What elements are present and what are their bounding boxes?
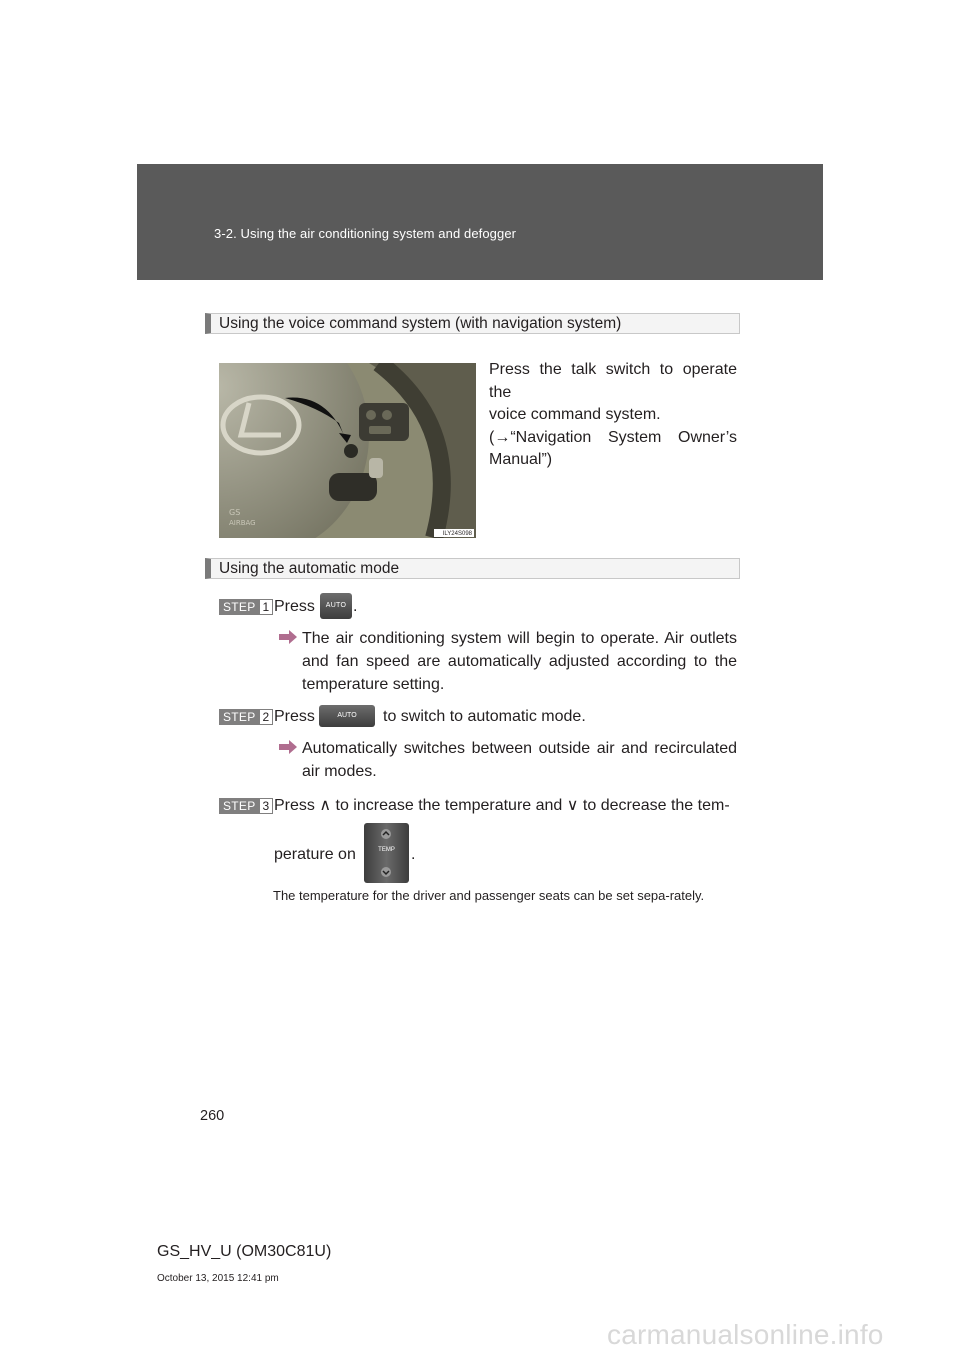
step-number: 1 [260, 599, 274, 615]
step-1-press: Press [274, 598, 315, 615]
voice-command-heading [205, 313, 740, 334]
step-word: STEP [219, 798, 260, 814]
chapter-section-title: 3-2. Using the air conditioning system and defogger [214, 226, 517, 241]
paragraph-line: Press the talk switch to operate the [489, 361, 737, 401]
chapter-header-band [137, 164, 823, 280]
watermark: carmanualsonline.info [607, 1319, 884, 1350]
temp-switch-label: TEMP [378, 847, 395, 853]
step-number: 2 [260, 709, 274, 725]
step-3-badge [219, 798, 273, 814]
step-number: 3 [260, 798, 274, 814]
step-1-result [279, 627, 737, 696]
step-2-result-text: Automatically switches between outside air and recirculated air modes. [302, 740, 737, 780]
step-3-period: . [411, 846, 416, 863]
temp-switch-graphic [364, 823, 409, 883]
auto-mode-button-icon [319, 705, 375, 727]
step-1-period: . [353, 598, 358, 615]
temp-switch-icon [364, 823, 409, 883]
temperature-note: The temperature for the driver and passenger seats can be set sepa-rately. [273, 888, 705, 903]
auto-mode-button-label: AUTO [337, 712, 357, 719]
automatic-mode-heading [205, 558, 740, 579]
svg-text:AIRBAG: AIRBAG [229, 519, 256, 527]
page-number: 260 [200, 1108, 225, 1124]
result-arrow-icon [279, 740, 297, 754]
image-code-label: ILY24S098 [442, 531, 472, 537]
step-word: STEP [219, 709, 260, 725]
step-2-text: to switch to automatic mode. [383, 708, 586, 725]
step-1-badge [219, 599, 273, 615]
automatic-mode-heading-text: Using the automatic mode [219, 560, 400, 577]
document-date: October 13, 2015 12:41 pm [157, 1273, 279, 1284]
step-3-text-line-2: perature on [274, 846, 356, 863]
auto-button-icon: AUTO [320, 593, 352, 619]
paragraph-line: Manual”) [489, 451, 553, 468]
step-2-result [279, 737, 737, 783]
step-2-press: Press [274, 708, 315, 725]
step-1-result-text: The air conditioning system will begin to operate. Air outlets and fan speed are automatically adjusted according to the temperature setting. [302, 630, 737, 693]
steering-wheel-photo-icon [219, 363, 476, 538]
steering-wheel-illustration [219, 363, 476, 538]
voice-command-heading-text: Using the voice command system (with navigation system) [219, 315, 622, 332]
step-3-text-line-1: Press ∧ to increase the temperature and ∨ to decrease the tem- [274, 797, 730, 814]
voice-command-paragraph [489, 359, 737, 472]
svg-text:GS: GS [229, 508, 241, 517]
paragraph-line: voice command system. [489, 406, 661, 423]
paragraph-line: (→“Navigation System Owner’s [489, 428, 737, 446]
step-2-badge [219, 709, 273, 725]
result-arrow-icon [279, 630, 297, 644]
step-word: STEP [219, 599, 260, 615]
document-code: GS_HV_U (OM30C81U) [157, 1243, 332, 1260]
